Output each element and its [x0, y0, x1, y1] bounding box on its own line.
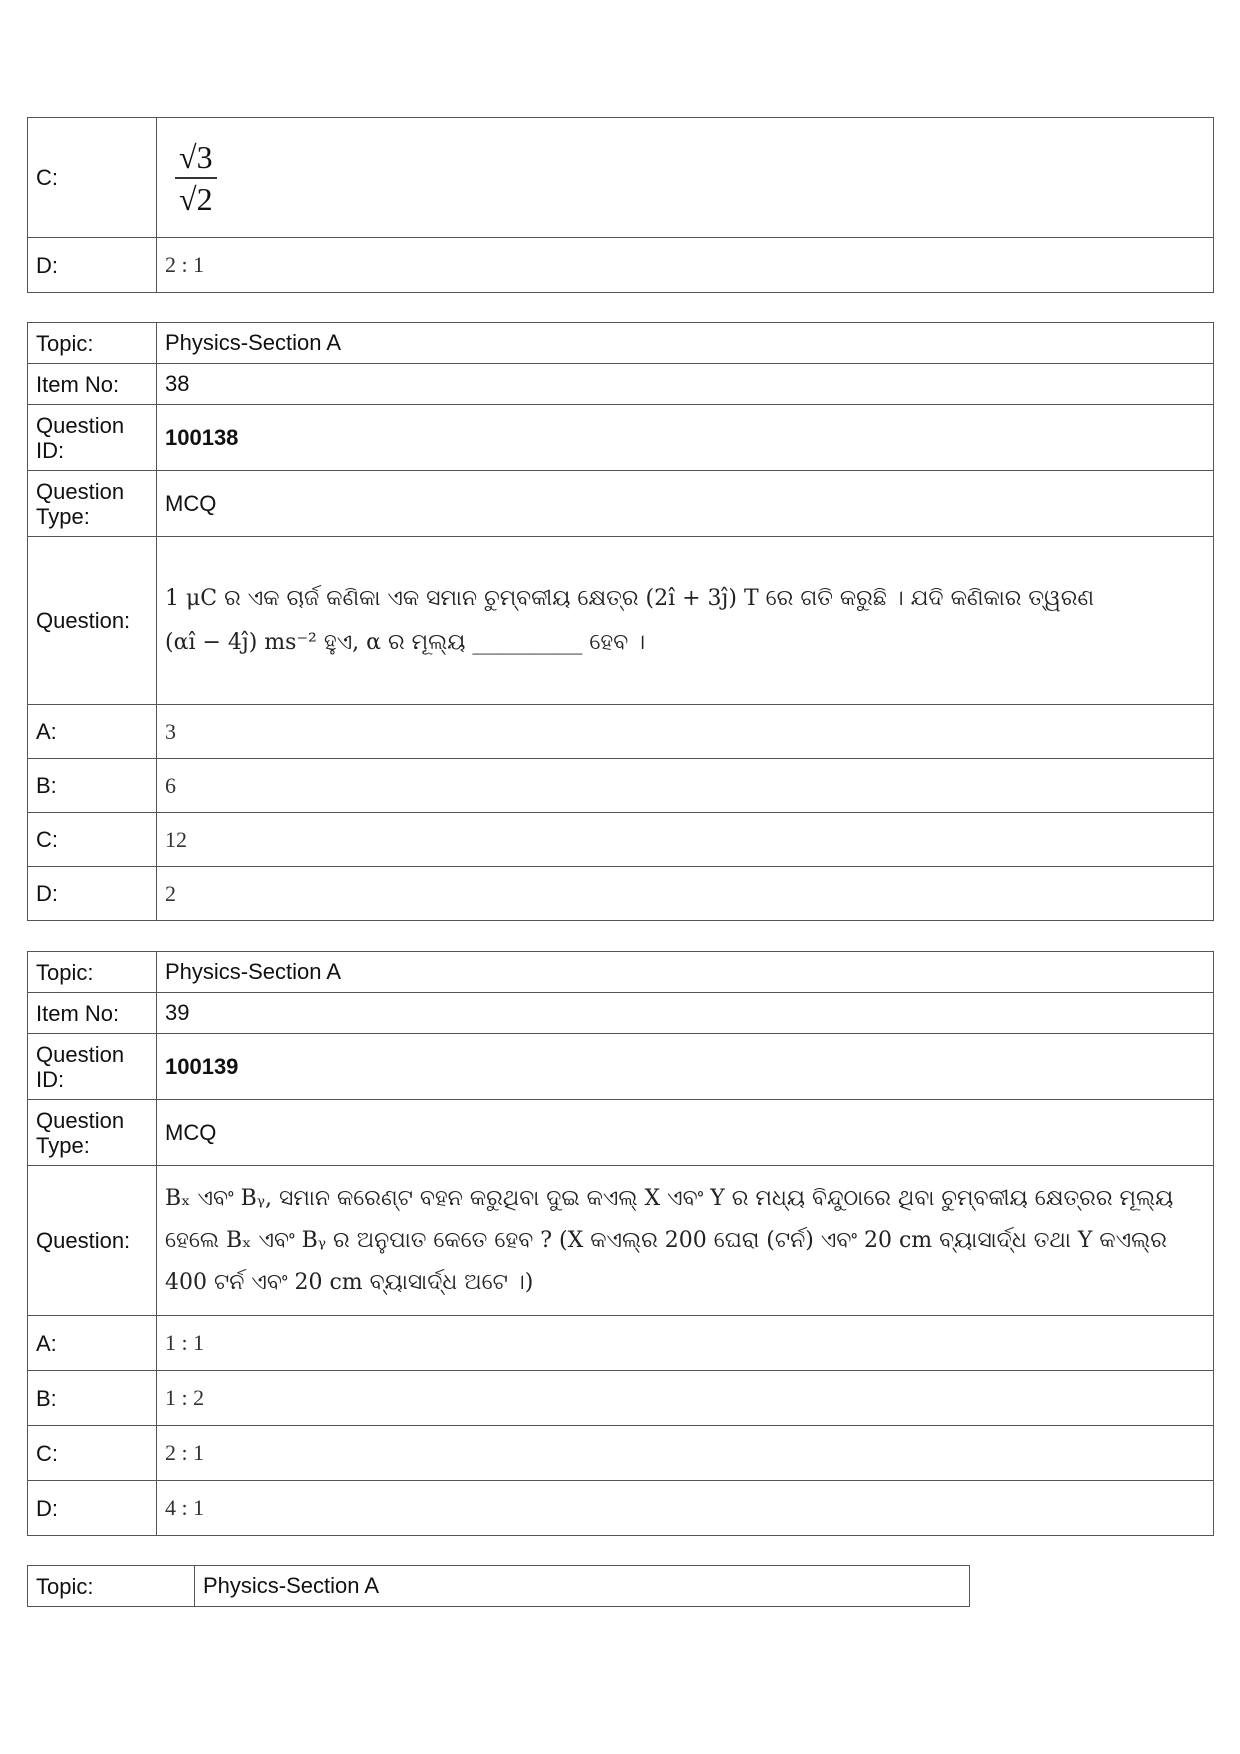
topic-label: Topic:	[28, 323, 157, 364]
topic-label: Topic:	[28, 1566, 195, 1607]
question-label: Question:	[28, 537, 157, 705]
topic-label: Topic:	[28, 952, 157, 993]
fraction-numerator: √3	[175, 137, 217, 179]
question-type-label: Question Type:	[28, 471, 157, 537]
question-line: 1 μC ର ଏକ ଚାର୍ଜ କଣିକା ଏକ ସମାନ ଚୁମ୍ବକୀୟ କ୍ଷେତ୍ର (2î + 3ĵ) T ରେ ଗତି କରୁଛି । ଯଦି କଣିକାର ତ୍ୱରଣ	[165, 585, 1095, 611]
option-a-label: A:	[28, 705, 157, 759]
option-d-label: D:	[28, 867, 157, 921]
question-text	[157, 1166, 1214, 1316]
option-c-value: 12	[157, 813, 1214, 867]
option-a-value: 3	[157, 705, 1214, 759]
option-c-value: 2 : 1	[157, 1426, 1214, 1481]
item-no-label: Item No:	[28, 364, 157, 405]
option-b-value: 6	[157, 759, 1214, 813]
prev-question-options-table	[27, 117, 1214, 293]
option-c-value	[157, 118, 1214, 238]
question-id-value: 100138	[157, 405, 1214, 471]
option-c-label: C:	[28, 813, 157, 867]
question-type-value: MCQ	[157, 1100, 1214, 1166]
question-line: 400 ଟର୍ନ ଏବଂ 20 cm ବ୍ୟାସାର୍ଦ୍ଧ ଅଟେ ।)	[165, 1269, 534, 1295]
question-label: Question:	[28, 1166, 157, 1316]
option-c-label: C:	[28, 1426, 157, 1481]
option-c-label: C:	[28, 118, 157, 238]
item-no-value: 39	[157, 993, 1214, 1034]
fraction	[175, 137, 217, 219]
topic-value: Physics-Section A	[157, 323, 1214, 364]
question-line: Bₓ ଏବଂ Bᵧ, ସମାନ କରେଣ୍ଟ ବହନ କରୁଥିବା ଦୁଇ କଏଲ୍ X ଏବଂ Y ର ମଧ୍ୟ ବିନ୍ଦୁଠାରେ ଥିବା ଚୁମ୍ବକୀୟ କ୍ଷେତ୍ରର ମୂଲ୍ୟ	[165, 1185, 1174, 1211]
option-b-label: B:	[28, 759, 157, 813]
question-id-value: 100139	[157, 1034, 1214, 1100]
question-line: (αî − 4ĵ) ms⁻² ହୁଏ, α ର ମୂଲ୍ୟ __________ ହେବ ।	[165, 629, 646, 655]
question-40-table	[27, 1565, 970, 1607]
option-d-value: 2	[157, 867, 1214, 921]
option-a-label: A:	[28, 1316, 157, 1371]
question-id-label: Question ID:	[28, 405, 157, 471]
item-no-label: Item No:	[28, 993, 157, 1034]
option-d-value: 4 : 1	[157, 1481, 1214, 1536]
option-d-value: 2 : 1	[157, 238, 1214, 293]
option-a-value: 1 : 1	[157, 1316, 1214, 1371]
topic-value: Physics-Section A	[157, 952, 1214, 993]
option-b-value: 1 : 2	[157, 1371, 1214, 1426]
question-text	[157, 537, 1214, 705]
question-type-value: MCQ	[157, 471, 1214, 537]
fraction-denominator: √2	[179, 180, 213, 217]
question-type-label: Question Type:	[28, 1100, 157, 1166]
option-d-label: D:	[28, 1481, 157, 1536]
question-id-label: Question ID:	[28, 1034, 157, 1100]
option-b-label: B:	[28, 1371, 157, 1426]
item-no-value: 38	[157, 364, 1214, 405]
option-d-label: D:	[28, 238, 157, 293]
topic-value: Physics-Section A	[195, 1566, 970, 1607]
question-39-table	[27, 951, 1214, 1536]
question-line: ହେଲେ Bₓ ଏବଂ Bᵧ ର ଅନୁପାତ କେତେ ହେବ ? (X କଏଲ୍‌ର 200 ଘେରା (ଟର୍ନ) ଏବଂ 20 cm ବ୍ୟାସାର୍ଦ୍ଧ ତଥା Y କଏଲ୍‌ର	[165, 1227, 1167, 1253]
question-38-table	[27, 322, 1214, 921]
